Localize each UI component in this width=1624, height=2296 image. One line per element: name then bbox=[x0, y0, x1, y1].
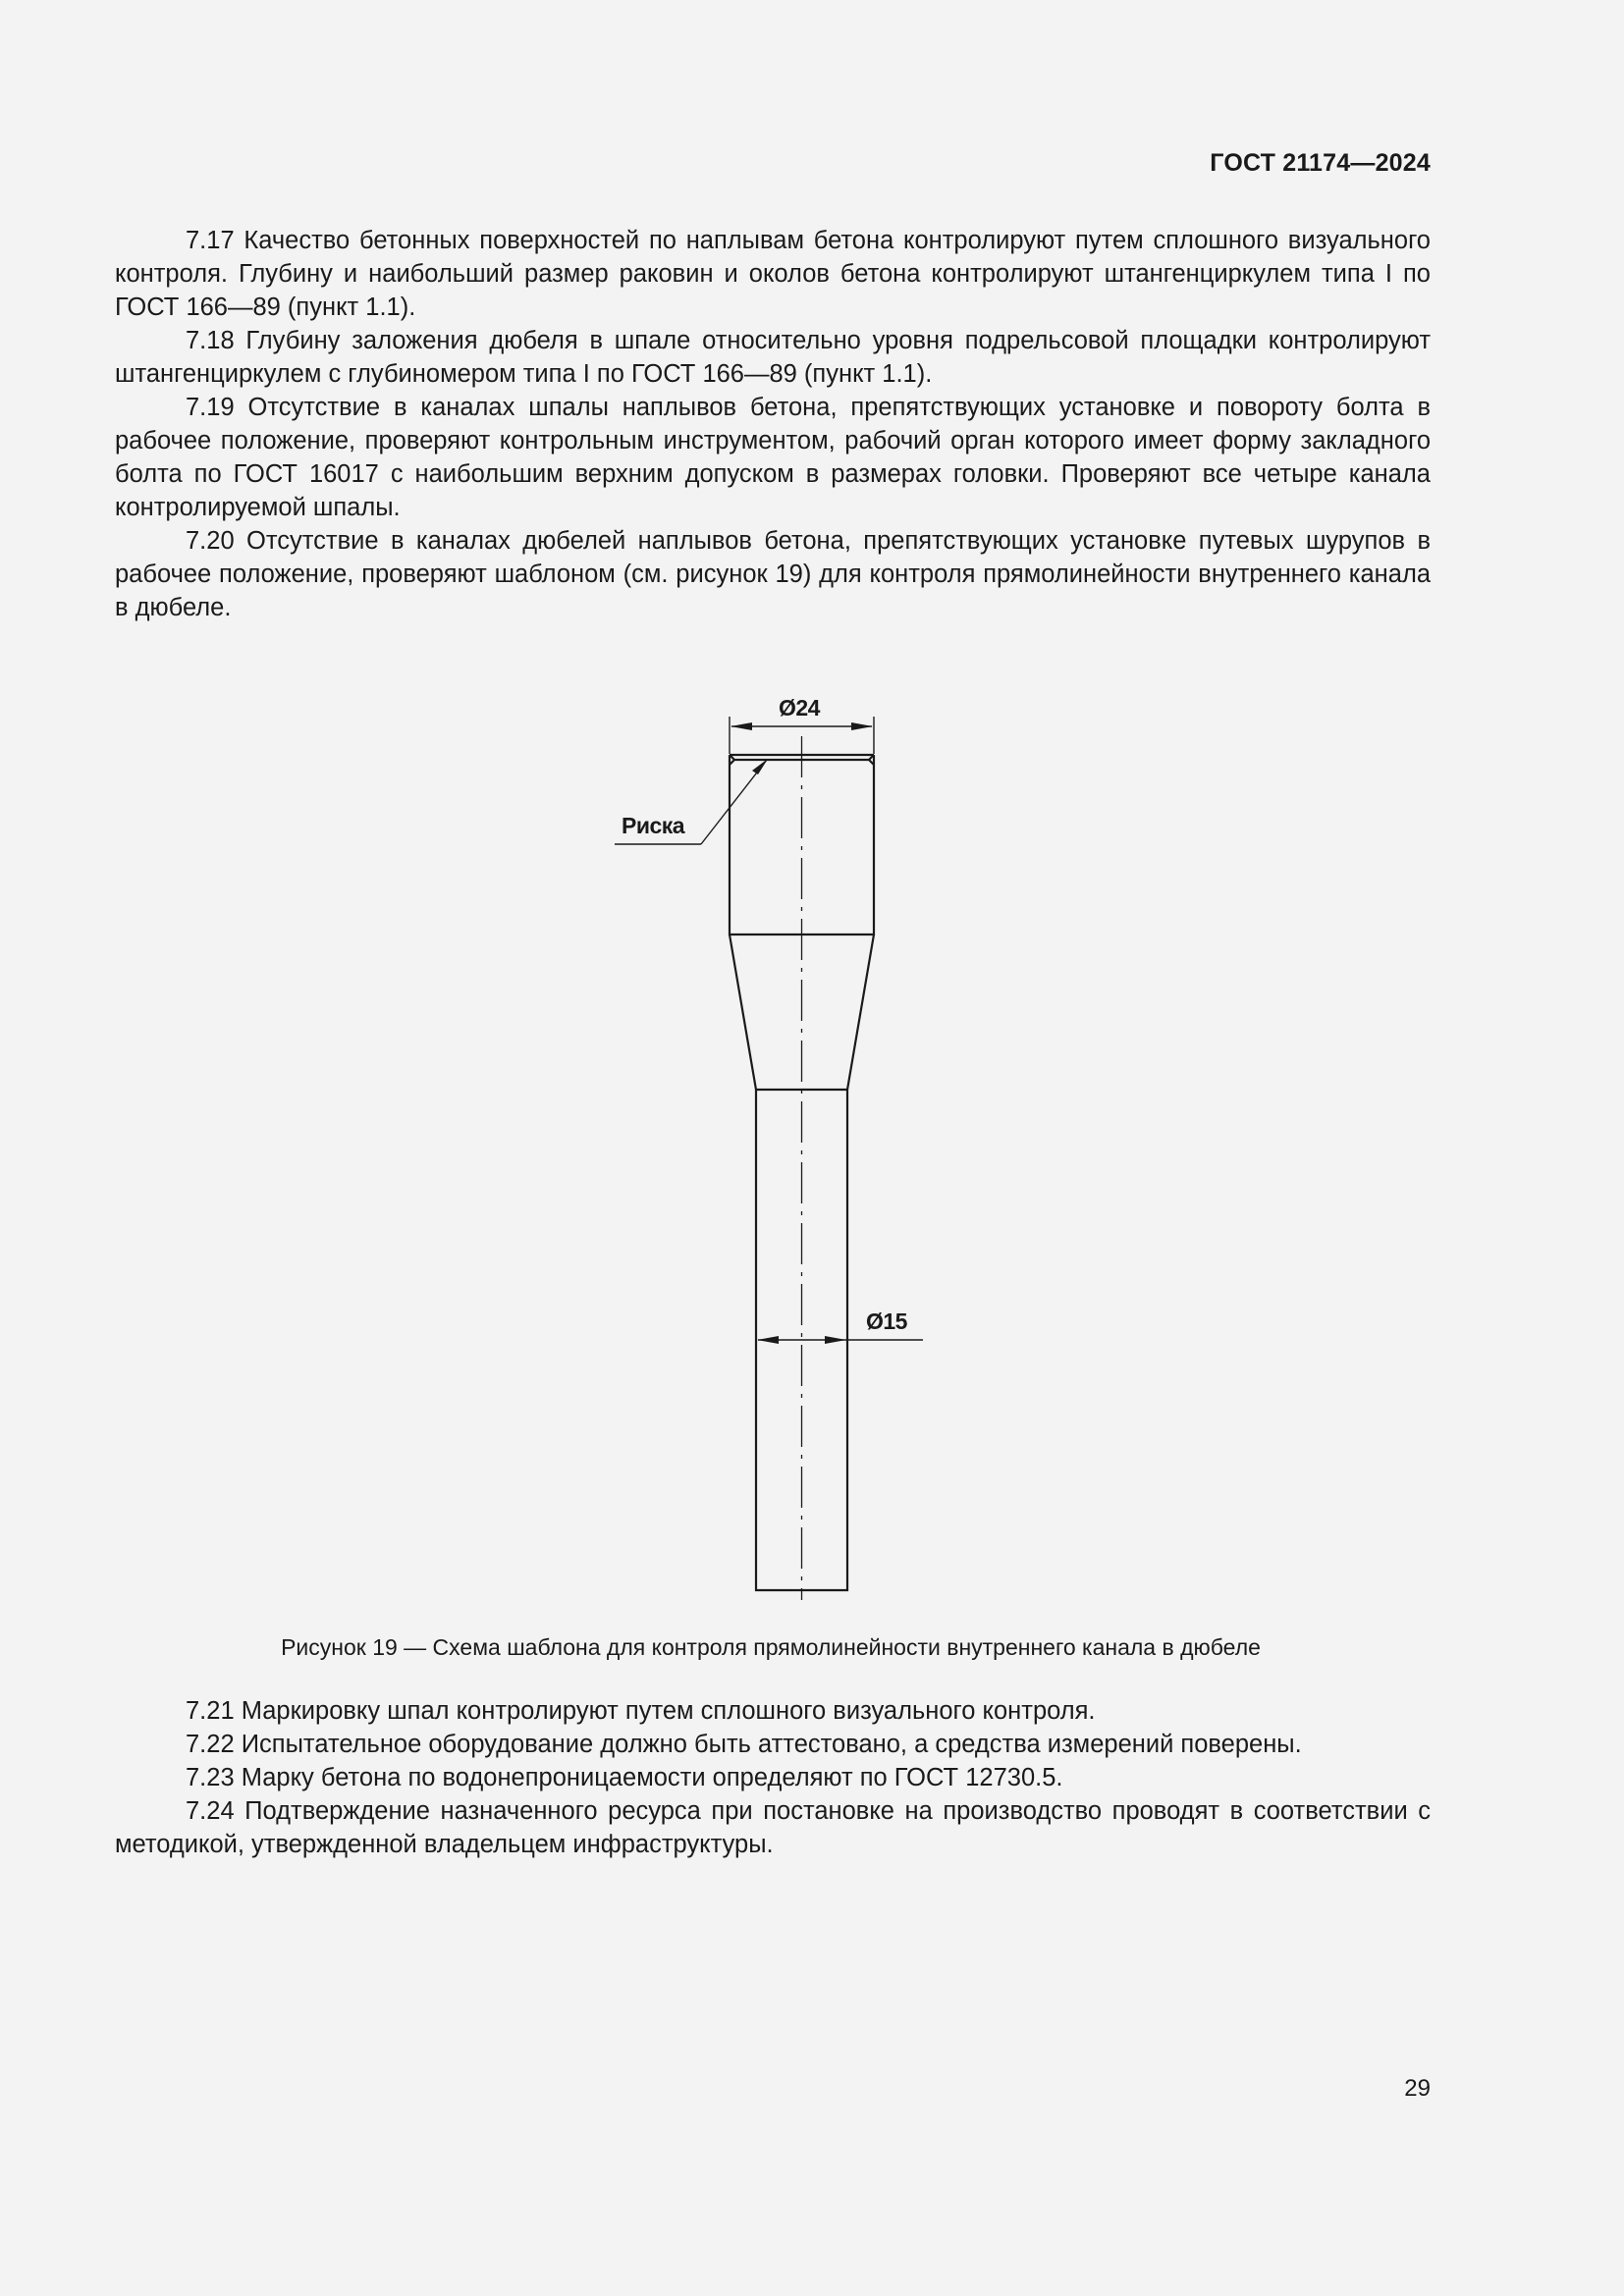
figure-caption: Рисунок 19 — Схема шаблона для контроля прямолинейности внутреннего канала в дюбеле bbox=[281, 1634, 1261, 1660]
document-standard-header: ГОСТ 21174—2024 bbox=[1210, 149, 1431, 177]
paragraph-7-23: 7.23 Марку бетона по водонепроницаемости определяют по ГОСТ 12730.5. bbox=[186, 1764, 1063, 1791]
dim-bottom-arrow-left bbox=[757, 1336, 779, 1344]
page-number: 29 bbox=[1404, 2075, 1431, 2102]
dim-top-arrow-right bbox=[851, 722, 873, 730]
label-diameter-15: Ø15 bbox=[866, 1308, 907, 1334]
paragraph-7-24: 7.24 Подтверждение назначенного ресурса при постановке на производство проводят в соответствии с методикой, утвержденной владельцем инфраструктуры. bbox=[115, 1797, 1431, 1858]
dim-top-arrow-left bbox=[731, 722, 752, 730]
label-mark: Риска bbox=[622, 813, 685, 838]
label-diameter-24: Ø24 bbox=[779, 695, 820, 721]
paragraph-7-18: 7.18 Глубину заложения дюбеля в шпале относительно уровня подрельсовой площадки контролируют штангенциркулем с глубиномером типа I по ГОСТ 166—89 (пункт 1.1). bbox=[115, 327, 1431, 388]
paragraph-7-19: 7.19 Отсутствие в каналах шпалы наплывов бетона, препятствующих установке и повороту болта в рабочее положение, проверяют контрольным инструментом, рабочий орган которого имеет форму закладного болта по ГОСТ 16017 с наибольшим верхним допуском в размерах головки. Проверяют все четыре канала контролируемой шпалы. bbox=[115, 394, 1431, 521]
paragraph-7-22: 7.22 Испытательное оборудование должно быть аттестовано, а средства измерений поверены. bbox=[186, 1731, 1302, 1758]
paragraph-7-20: 7.20 Отсутствие в каналах дюбелей наплывов бетона, препятствующих установке путевых шурупов в рабочее положение, проверяют шаблоном (см. рисунок 19) для контроля прямолинейности внутреннего канала в дюбеле. bbox=[115, 527, 1431, 621]
text-block-top bbox=[115, 224, 1431, 624]
figure-19-template-drawing bbox=[0, 677, 1624, 1620]
text-block-bottom bbox=[115, 1694, 1431, 1861]
paragraph-7-21: 7.21 Маркировку шпал контролируют путем сплошного визуального контроля. bbox=[186, 1697, 1096, 1725]
template-drawing-svg bbox=[0, 677, 1624, 1620]
dim-bottom-arrow-right bbox=[825, 1336, 846, 1344]
paragraph-7-17: 7.17 Качество бетонных поверхностей по наплывам бетона контролируют путем сплошного визуального контроля. Глубину и наибольший размер раковин и околов бетона контролируют штангенциркулем типа I по ГОСТ 166—89 (пункт 1.1). bbox=[115, 227, 1431, 321]
leader-mark-arrow bbox=[752, 759, 768, 774]
